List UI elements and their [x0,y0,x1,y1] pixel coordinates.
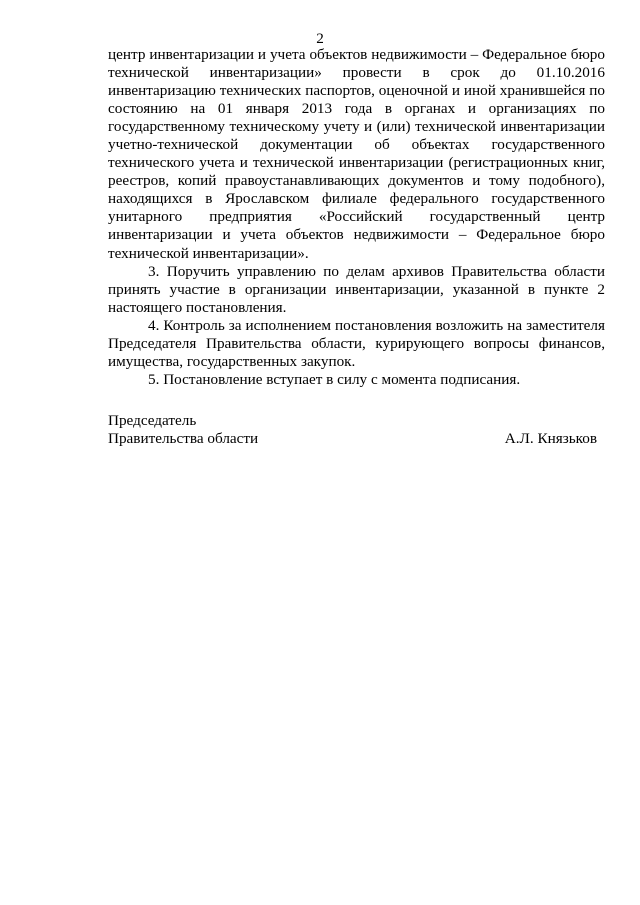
signature-title-1: Председатель [108,412,197,429]
signature-title-2: Правительства области [108,430,259,447]
paragraph-item-4: 4. Контроль за исполнением постановления возложить на заместителя Председателя Правительства области, курирующего вопросы финансов, имущества, государственных закупок. [108,316,605,370]
document-body [108,46,605,389]
signatory-name: А.Л. Князьков [504,430,597,447]
paragraph-item-3: 3. Поручить управлению по делам архивов Правительства области принять участие в организации инвентаризации, указанной в пункте 2 настоящего постановления. [108,262,605,316]
paragraph-item-5: 5. Постановление вступает в силу с момента подписания. [148,370,521,388]
paragraph-continuation: центр инвентаризации и учета объектов недвижимости – Федеральное бюро технической инвентаризации» провести в срок до 01.10.2016 инвентаризацию технических паспортов, оценочной и иной хранившейся по состоянию на 01 января 2013 года в органах и организациях по государственному техническому учету и (или) технической инвентаризации учетно-технической документации об объектах государственного технического учета и технической инвентаризации (регистрационных книг, реестров, копий правоустанавливающих документов и тому подобного), находящихся в Ярославском филиале федерального государственного унитарного предприятия «Российский государственный центр инвентаризации и учета объектов недвижимости – Федеральное бюро технической инвентаризации». [108,46,605,262]
signature-block [108,412,605,448]
signature-title-line2 [108,430,605,448]
signature-title-line1 [108,412,605,430]
page-number: 2 [316,30,324,47]
